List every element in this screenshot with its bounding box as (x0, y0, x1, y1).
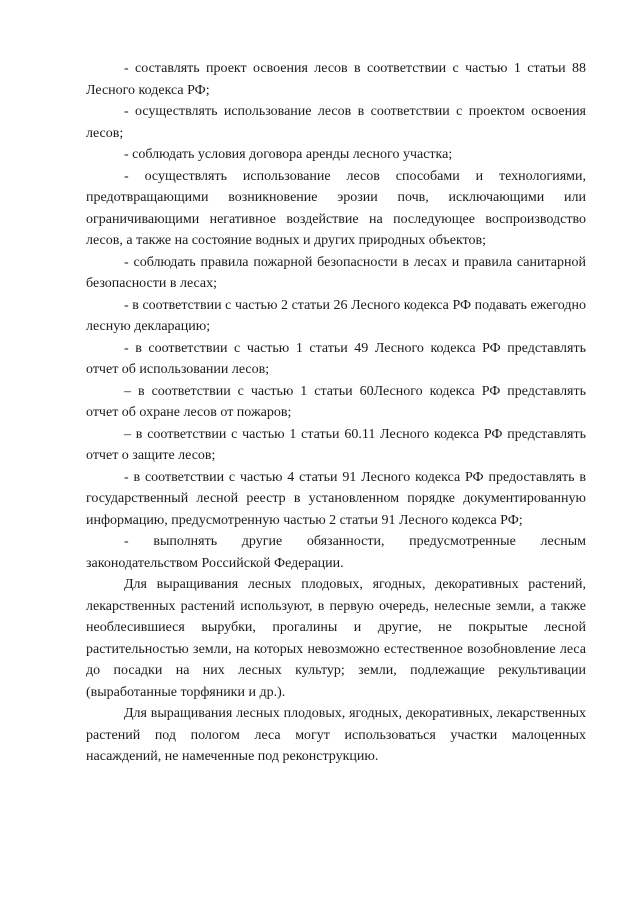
obligation-forest-registry: - в соответствии с частью 4 статьи 91 Лесного кодекса РФ предоставлять в государственный лесной реестр в установленном порядке документированную информацию, предусмотренную частью 2 статьи 91 Лесного кодекса РФ; (86, 469, 586, 528)
obligation-forest-declaration: - в соответствии с частью 2 статьи 26 Лесного кодекса РФ подавать ежегодно лесную декларацию; (86, 297, 586, 334)
obligation-forest-protection-report: – в соответствии с частью 1 статьи 60.11 Лесного кодекса РФ представлять отчет о защите лесов; (86, 426, 586, 463)
paragraph-under-canopy-cultivation: Для выращивания лесных плодовых, ягодных, декоративных, лекарственных растений под пологом леса могут использоваться участки малоценных насаждений, не намеченные под реконструкцию. (86, 706, 586, 764)
obligation-fire-sanitary-safety: - соблюдать правила пожарной безопасности в лесах и правила санитарной безопасности в лесах; (86, 254, 586, 291)
obligation-use-per-project: - осуществлять использование лесов в соответствии с проектом освоения лесов; (86, 104, 586, 141)
obligation-erosion-prevention: - осуществлять использование лесов способами и технологиями, предотвращающими возникновение эрозии почв, исключающими или ограничивающими негативное воздействие на последующее воспроизводство лесов, а также на состояние водных и других природных объектов; (86, 168, 586, 248)
document-page (86, 58, 586, 768)
paragraph-cultivation-lands: Для выращивания лесных плодовых, ягодных, декоративных растений, лекарственных растений используют, в первую очередь, нелесные земли, а также необлесившиеся вырубки, прогалины и другие, не покрытые лесной растительностью земли, на которых невозможно естественное возобновление леса до посадки на них лесных культур; земли, подлежащие рекультивации (выработанные торфяники и др.). (86, 577, 586, 700)
obligation-forest-development-project: - составлять проект освоения лесов в соответствии с частью 1 статьи 88 Лесного кодекса РФ; (86, 61, 586, 98)
obligation-fire-protection-report: – в соответствии с частью 1 статьи 60Лесного кодекса РФ представлять отчет об охране лесов от пожаров; (86, 383, 586, 420)
obligation-usage-report: - в соответствии с частью 1 статьи 49 Лесного кодекса РФ представлять отчет об использовании лесов; (86, 340, 586, 377)
obligation-lease-terms: - соблюдать условия договора аренды лесного участка; (124, 147, 453, 162)
obligation-other-duties: - выполнять другие обязанности, предусмотренные лесным законодательством Российской Федерации. (86, 534, 586, 571)
